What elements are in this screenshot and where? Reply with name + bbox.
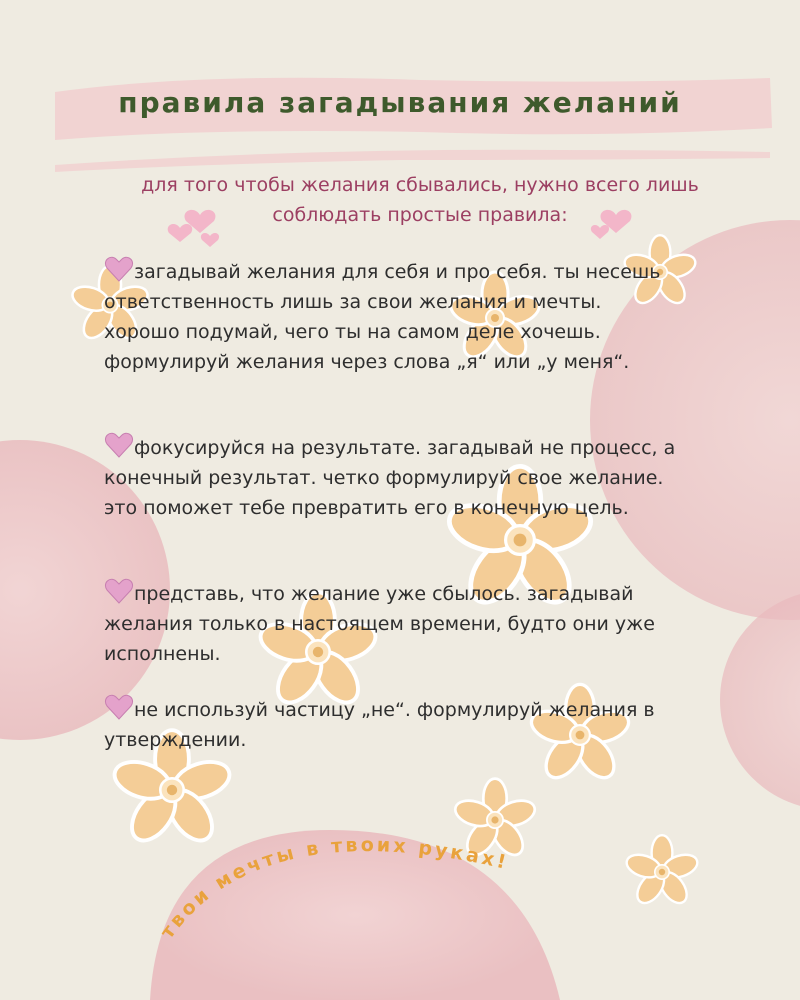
rule-text: загадывай желания для себя и про себя. ты несешь ответственность лишь за свои желания и мечты. [104, 261, 661, 313]
rule-text: представь, что желание уже сбылось. загадывай желания только в настоящем времени, будто они уже исполнены. [104, 583, 655, 665]
rule-2 [104, 432, 724, 523]
thin-brush-stroke [55, 150, 770, 172]
heart-icon [104, 432, 134, 458]
slogan-text: твои мечты в твоих руках! [156, 834, 511, 943]
rule-3 [104, 578, 724, 669]
rule-extra: формулируй желания через слова „я“ или „у меня“. [104, 351, 630, 373]
heart-icon [104, 694, 134, 720]
rule-1 [104, 256, 724, 377]
rule-extra: это поможет тебе превратить его в конечную цель. [104, 497, 629, 519]
heart-icon [104, 578, 134, 604]
pink-blob-right-bottom [720, 590, 800, 810]
heart-icon [104, 256, 134, 282]
rule-4 [104, 694, 724, 755]
rule-text: не используй частицу „не“. формулируй желания в утверждении. [104, 699, 655, 751]
slogan [140, 790, 560, 990]
flower [624, 835, 700, 908]
rule-text: фокусируйся на результате. загадывай не процесс, а конечный результат. четко формулируй свое желание. [104, 437, 676, 489]
rule-extra: хорошо подумай, чего ты на самом деле хочешь. [104, 321, 601, 343]
intro-text: для того чтобы желания сбывались, нужно всего лишь соблюдать простые правила: [141, 174, 699, 226]
svg-text:твои мечты в твоих руках! [156, 834, 511, 943]
page-title: правила загадывания желаний [118, 86, 682, 119]
